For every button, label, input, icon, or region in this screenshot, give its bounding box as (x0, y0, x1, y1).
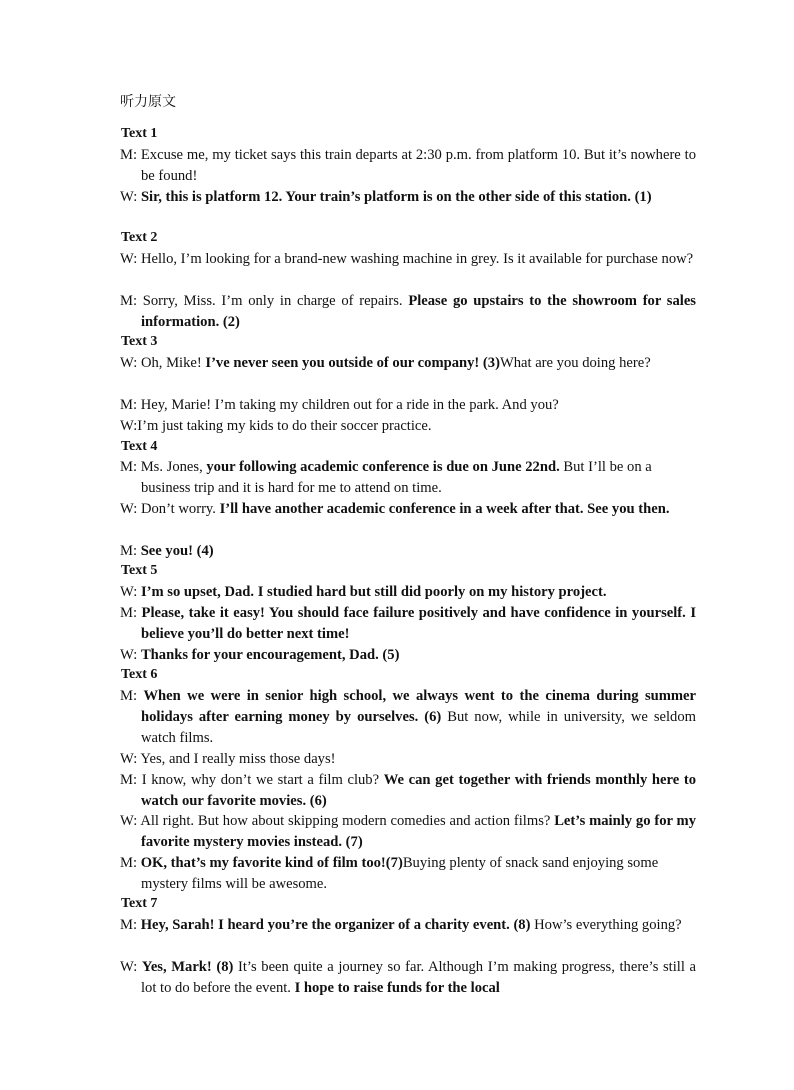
text-4-line-2 (120, 499, 696, 520)
answer-highlight: When we were in senior high school, we always went to the cinema during summer holidays after earning money by ourselves. (6) (141, 688, 697, 725)
speaker-tag: W: (120, 584, 141, 600)
text-4-label: Text 4 (121, 439, 158, 454)
text-6-line-1 (120, 686, 696, 749)
dialogue-text: Oh, Mike! (140, 355, 206, 371)
answer-highlight: Hey, Sarah! I heard you’re the organizer of a charity event. (8) (140, 917, 531, 933)
dialogue-text: Excuse me, my ticket says this train departs at 2:30 p.m. from platform 10. But it’s nowhere to be found! (140, 147, 696, 184)
speaker-tag: W: (120, 189, 141, 205)
speaker-tag: M: (120, 293, 143, 309)
speaker-tag: W: (120, 251, 141, 267)
text-3-line-3 (120, 416, 696, 437)
dialogue-text: Hey, Marie! I’m taking my children out for a ride in the park. And you? (140, 397, 559, 413)
dialogue-text: What are you doing here? (499, 355, 651, 371)
text-2-line-2 (120, 291, 696, 333)
dialogue-text: But now, while in university, we seldom watch films. (141, 709, 696, 746)
text-4-line-1 (120, 457, 696, 499)
dialogue-text: Hello, I’m looking for a brand-new washing machine in grey. Is it available for purchase now? (140, 251, 694, 267)
dialogue-text: Sorry, Miss. I’m only in charge of repairs. (142, 293, 409, 309)
answer-highlight: See you! (4) (140, 543, 214, 559)
dialogue-text: It’s been quite a journey so far. Although I’m making progress, there’s still a lot to do before the event. (141, 959, 696, 996)
dialogue-text: I’m just taking my kids to do their soccer practice. (137, 418, 432, 434)
text-3-label: Text 3 (121, 334, 158, 349)
text-3-line-2 (120, 395, 696, 416)
speaker-tag: M: (120, 147, 141, 163)
answer-highlight: I hope to raise funds for the local (294, 980, 500, 996)
text-4-line-3 (120, 541, 696, 562)
answer-highlight: Please go upstairs to the showroom for sales information. (2) (141, 293, 696, 330)
text-6-line-4 (120, 811, 696, 853)
text-7-label: Text 7 (121, 896, 158, 911)
speaker-tag: M: (120, 543, 141, 559)
text-6-line-5 (120, 853, 696, 895)
dialogue-text: How’s everything going? (530, 917, 682, 933)
speaker-tag: W: (120, 501, 141, 517)
speaker-tag: M: (120, 917, 141, 933)
text-5-line-1 (120, 582, 696, 603)
speaker-tag: M: (120, 459, 141, 475)
text-1-line-2 (120, 187, 696, 208)
text-7-line-1 (120, 915, 696, 936)
speaker-tag: W: (120, 647, 141, 663)
text-5-line-2 (120, 603, 696, 645)
speaker-tag: W: (120, 418, 138, 434)
speaker-tag: M: (120, 688, 144, 704)
dialogue-text: But I’ll be on a business trip and it is hard for me to attend on time. (141, 459, 652, 496)
page-title: 听力原文 (120, 94, 176, 110)
text-1-label: Text 1 (121, 126, 158, 141)
text-5-label: Text 5 (121, 563, 158, 578)
speaker-tag: W: (120, 751, 141, 767)
dialogue-text: Ms. Jones, (140, 459, 207, 475)
text-6-line-2 (120, 749, 696, 770)
dialogue-text: I know, why don’t we start a film club? (141, 772, 384, 788)
answer-highlight: I’ve never seen you outside of our company! (3) (205, 355, 500, 371)
answer-highlight: Let’s mainly go for my favorite mystery movies instead. (7) (141, 813, 696, 850)
speaker-tag: M: (120, 772, 142, 788)
answer-highlight: I’ll have another academic conference in a week after that. See you then. (219, 501, 670, 517)
text-2-line-1 (120, 249, 696, 270)
answer-highlight: Thanks for your encouragement, Dad. (5) (140, 647, 400, 663)
dialogue-text: Yes, and I really miss those days! (140, 751, 336, 767)
answer-highlight: I’m so upset, Dad. I studied hard but still did poorly on my history project. (140, 584, 607, 600)
answer-highlight: Sir, this is platform 12. Your train’s platform is on the other side of this station. (1) (140, 189, 652, 205)
dialogue-text: Don’t worry. (140, 501, 220, 517)
speaker-tag: W: (120, 813, 141, 829)
speaker-tag: M: (120, 397, 141, 413)
speaker-tag: W: (120, 355, 141, 371)
text-2-label: Text 2 (121, 230, 158, 245)
dialogue-text: Buying plenty of snack sand enjoying some mystery films will be awesome. (141, 855, 659, 892)
answer-highlight: Yes, Mark! (8) (141, 959, 234, 975)
text-1-line-1 (120, 145, 696, 187)
dialogue-text: All right. But how about skipping modern comedies and action films? (140, 813, 555, 829)
answer-highlight: OK, that’s my favorite kind of film too!(7) (140, 855, 403, 871)
answer-highlight: your following academic conference is due on June 22nd. (206, 459, 560, 475)
speaker-tag: W: (120, 959, 142, 975)
speaker-tag: M: (120, 855, 141, 871)
text-5-line-3 (120, 645, 696, 666)
text-6-label: Text 6 (121, 667, 158, 682)
answer-highlight: Please, take it easy! You should face failure positively and have confidence in yourself. I believe you’ll do better next time! (141, 605, 696, 642)
text-3-line-1 (120, 353, 696, 374)
answer-highlight: We can get together with friends monthly here to watch our favorite movies. (6) (141, 772, 696, 809)
text-6-line-3 (120, 770, 696, 812)
speaker-tag: M: (120, 605, 142, 621)
text-7-line-2 (120, 957, 696, 999)
